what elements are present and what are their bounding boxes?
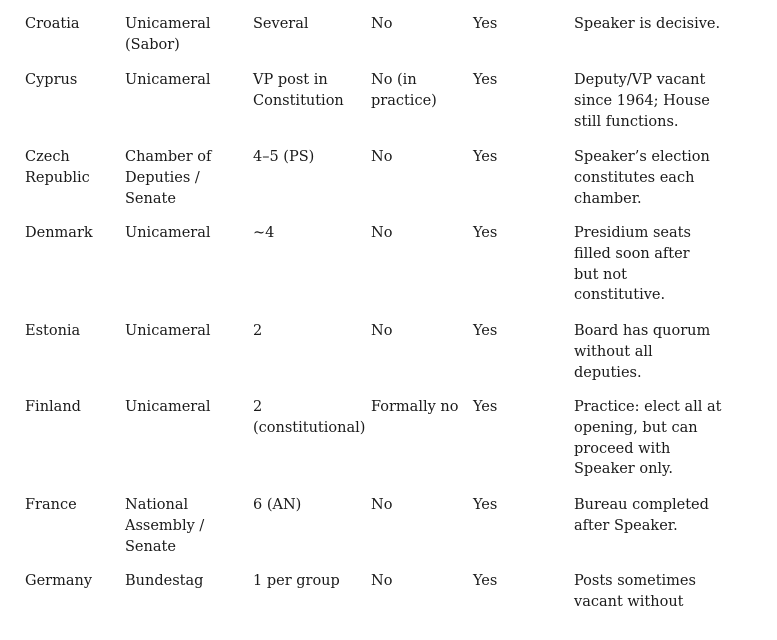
chamber-cell: Chamber of Deputies / Senate (125, 149, 212, 207)
required-cell: No (371, 16, 393, 32)
deputies-cell: 6 (AN) (253, 497, 302, 513)
country-cell: Czech Republic (25, 149, 90, 186)
proceed-cell: Yes (473, 149, 498, 165)
deputies-cell: 2 (253, 323, 263, 339)
required-cell: No (in practice) (371, 72, 437, 109)
deputies-cell: 1 per group (253, 573, 340, 589)
deputies-cell: 2 (constitutional) (253, 399, 366, 436)
required-cell: No (371, 573, 393, 589)
deputies-cell: Several (253, 16, 309, 32)
note-cell: Practice: elect all at opening, but can proceed with Speaker only. (574, 399, 722, 478)
country-cell: Croatia (25, 16, 80, 32)
chamber-cell: Bundestag (125, 573, 204, 589)
country-cell: Finland (25, 399, 81, 415)
country-cell: Germany (25, 573, 93, 589)
note-cell: Deputy/VP vacant since 1964; House still functions. (574, 72, 710, 130)
required-cell: No (371, 225, 393, 241)
deputies-cell: 4–5 (PS) (253, 149, 315, 165)
deputies-cell: VP post in Constitution (253, 72, 344, 109)
country-cell: Estonia (25, 323, 81, 339)
chamber-cell: National Assembly / Senate (125, 497, 205, 555)
chamber-cell: Unicameral (125, 399, 211, 415)
deputies-cell: ~4 (253, 225, 275, 241)
chamber-cell: Unicameral (125, 72, 211, 88)
proceed-cell: Yes (473, 72, 498, 88)
proceed-cell: Yes (473, 497, 498, 513)
proceed-cell: Yes (473, 225, 498, 241)
required-cell: No (371, 323, 393, 339)
chamber-cell: Unicameral (Sabor) (125, 16, 211, 53)
required-cell: No (371, 149, 393, 165)
note-cell: Speaker is decisive. (574, 16, 721, 32)
chamber-cell: Unicameral (125, 323, 211, 339)
note-cell: Presidium seats filled soon after but not constitutive. (574, 225, 691, 304)
required-cell: Formally no (371, 399, 459, 415)
note-cell: Posts sometimes vacant without (574, 573, 696, 610)
note-cell: Board has quorum without all deputies. (574, 323, 711, 381)
proceed-cell: Yes (473, 573, 498, 589)
proceed-cell: Yes (473, 16, 498, 32)
country-cell: Cyprus (25, 72, 78, 88)
required-cell: No (371, 497, 393, 513)
chamber-cell: Unicameral (125, 225, 211, 241)
note-cell: Speaker’s election constitutes each chamber. (574, 149, 710, 207)
country-cell: France (25, 497, 77, 513)
note-cell: Bureau completed after Speaker. (574, 497, 709, 534)
proceed-cell: Yes (473, 323, 498, 339)
proceed-cell: Yes (473, 399, 498, 415)
country-cell: Denmark (25, 225, 93, 241)
